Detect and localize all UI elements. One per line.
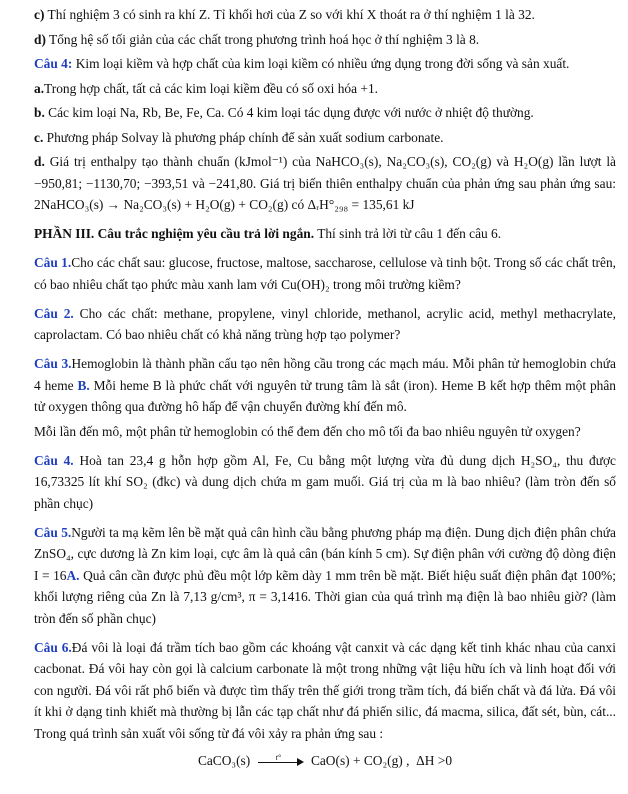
question-3 (34, 353, 616, 418)
question-text: Hemoglobin là thành phần cấu tạo nên hồng cầu trong các mạch máu. Mỗi phân tử hemoglobin chứa 4 heme (34, 356, 616, 393)
enthalpy-sign: ΔH >0 (416, 753, 453, 768)
statement-text: Phương pháp Solvay là phương pháp chính để sản xuất sodium carbonate. (46, 129, 444, 145)
statement-c (34, 127, 616, 149)
section-note: Thí sinh trả lời từ câu 1 đến câu 6. (317, 226, 502, 241)
question-2 (34, 303, 616, 346)
highlight-letter: A. (66, 567, 80, 583)
question-text: Hoà tan 23,4 g hỗn hợp gồm Al, Fe, Cu bằng một lượng vừa đủ dung dịch H₂SO₄, thu được 16,73325 lít khí SO₂ (đkc) và dung dịch chứa m gam muối. Giá trị của m là bao nhiêu? (làm tròn đến số phần chục) (34, 452, 616, 511)
item-prefix: c) (34, 7, 45, 22)
question-text: Người ta mạ kẽm lên bề mặt quả cân hình cầu bằng phương pháp mạ điện. Dung dịch điện phân chứa ZnSO₄, cực dương là Zn kim loại, cực âm là quả cân (bán kính 5 cm). Sự điện phân với cường độ dòng điện I = 16 (34, 524, 616, 583)
statement-d-exp3 (34, 29, 616, 51)
question-text: Đá vôi là loại đá trầm tích bao gồm các khoáng vật canxit và các dạng kết tinh khác nhau của canxi cacbonat. Đá vôi hay còn gọi là calcium carbonate là một trong những vật liệu hữu ích và linh hoạt đối với con người. Đá vôi rất phổ biến và được tìm thấy trên thế giới trong trầm tích, đá biến chất và đá lửa. Đá vôi ít khi ở dạng tinh khiết mà thường bị lẫn các tạp chất như đá phiến silic, đá macma, silica, đất sét, bùn, cát... Trong quá trình sản xuất vôi sống từ đá vôi xảy ra phản ứng sau : (34, 639, 616, 741)
question-label: Câu 4. (34, 452, 74, 468)
question-text: Cho các chất sau: glucose, fructose, maltose, saccharose, cellulose và tinh bột. Trong số các chất trên, có bao nhiêu chất tạo phức màu xanh lam với Cu(OH)₂ trong môi trường kiềm? (34, 255, 616, 292)
question-3-continued (34, 421, 616, 443)
question-1 (34, 252, 616, 295)
part-3-header (34, 223, 616, 245)
section-title: PHẦN III. Câu trắc nghiệm yêu cầu trả lời ngắn. (34, 226, 315, 241)
question-label: Câu 4: (34, 56, 73, 71)
question-4b (34, 450, 616, 515)
question-4-header (34, 53, 616, 75)
highlight-letter: B. (77, 377, 90, 393)
question-text: Mỗi heme B là phức chất với nguyên tử trung tâm là sắt (iron). Heme B kết hợp thêm một phân tử oxygen thông qua đường hô hấp để vận chuyển đường khí đến mô. (34, 377, 616, 414)
statement-a (34, 78, 616, 100)
reaction-arrow-icon (258, 752, 304, 768)
statement-text: Tổng hệ số tối giản của các chất trong phương trình hoá học ở thí nghiệm 3 là 8. (49, 31, 480, 47)
statement-d (34, 151, 616, 216)
statement-text: Thí nghiệm 3 có sinh ra khí Z. Tỉ khối hơi của Z so với khí X thoát ra ở thí nghiệm 1 là 32. (47, 7, 535, 22)
question-text: Quả cân cần được phủ đều một lớp kẽm dày 1 mm trên bề mặt. Biết hiệu suất điện phân đạt 100%; khối lượng riêng của Zn là 7,13 g/cm³, π = 3,1416. Thời gian của quá trình mạ điện là bao nhiêu giờ? (làm tròn đến số phần chục) (34, 567, 616, 626)
arrow-condition: t° (275, 752, 281, 762)
products: CaO(s) + CO₂(g) , (310, 753, 410, 768)
statement-b (34, 102, 616, 124)
item-prefix: d) (34, 31, 46, 47)
item-prefix: d. (34, 154, 45, 169)
question-label: Câu 1. (34, 255, 72, 270)
question-text: Mỗi lần đến mô, một phân tử hemoglobin có thể đem đến cho mô tối đa bao nhiêu nguyên tử oxygen? (34, 423, 581, 439)
question-6 (34, 637, 616, 745)
statement-text: Trong hợp chất, tất cả các kim loại kiềm đều có số oxi hóa +1. (44, 80, 378, 96)
question-label: Câu 5. (34, 524, 72, 540)
question-text: Cho các chất: methane, propylene, vinyl chloride, methanol, acrylic acid, methyl methacrylate, caprolactam. Có bao nhiêu chất có khả năng trùng hợp tạo polymer? (34, 305, 616, 342)
item-prefix: c. (34, 129, 44, 145)
statement-text: Các kim loại Na, Rb, Be, Fe, Ca. Có 4 kim loại tác dụng được với nước ở nhiệt độ thường. (48, 105, 534, 120)
statement-c-exp3 (34, 4, 616, 26)
question-5 (34, 522, 616, 630)
question-text: Kim loại kiềm và hợp chất của kim loại kiềm có nhiều ứng dụng trong đời sống và sản xuất. (75, 56, 570, 71)
statement-text: Giá trị enthalpy tạo thành chuẩn (kJmol⁻¹) của NaHCO₃(s), Na₂CO₃(s), CO₂(g) và H₂O(g) lần lượt là −950,81; −1130,70; −393,51 và −241,80. Giá trị biến thiên enthalpy chuẩn của phản ứng sau phản ứng sau: 2NaHCO₃(s) → Na₂CO₃(s) + H₂O(g) + CO₂(g) có ΔᵣH°₂₉₈ = 135,61 kJ (34, 154, 616, 212)
reactant: CaCO₃(s) (197, 753, 251, 768)
item-prefix: a. (34, 80, 45, 96)
question-label: Câu 2. (34, 305, 74, 321)
question-label: Câu 3. (34, 356, 72, 371)
question-label: Câu 6. (34, 639, 72, 655)
item-prefix: b. (34, 105, 45, 120)
reaction-equation (34, 750, 616, 772)
